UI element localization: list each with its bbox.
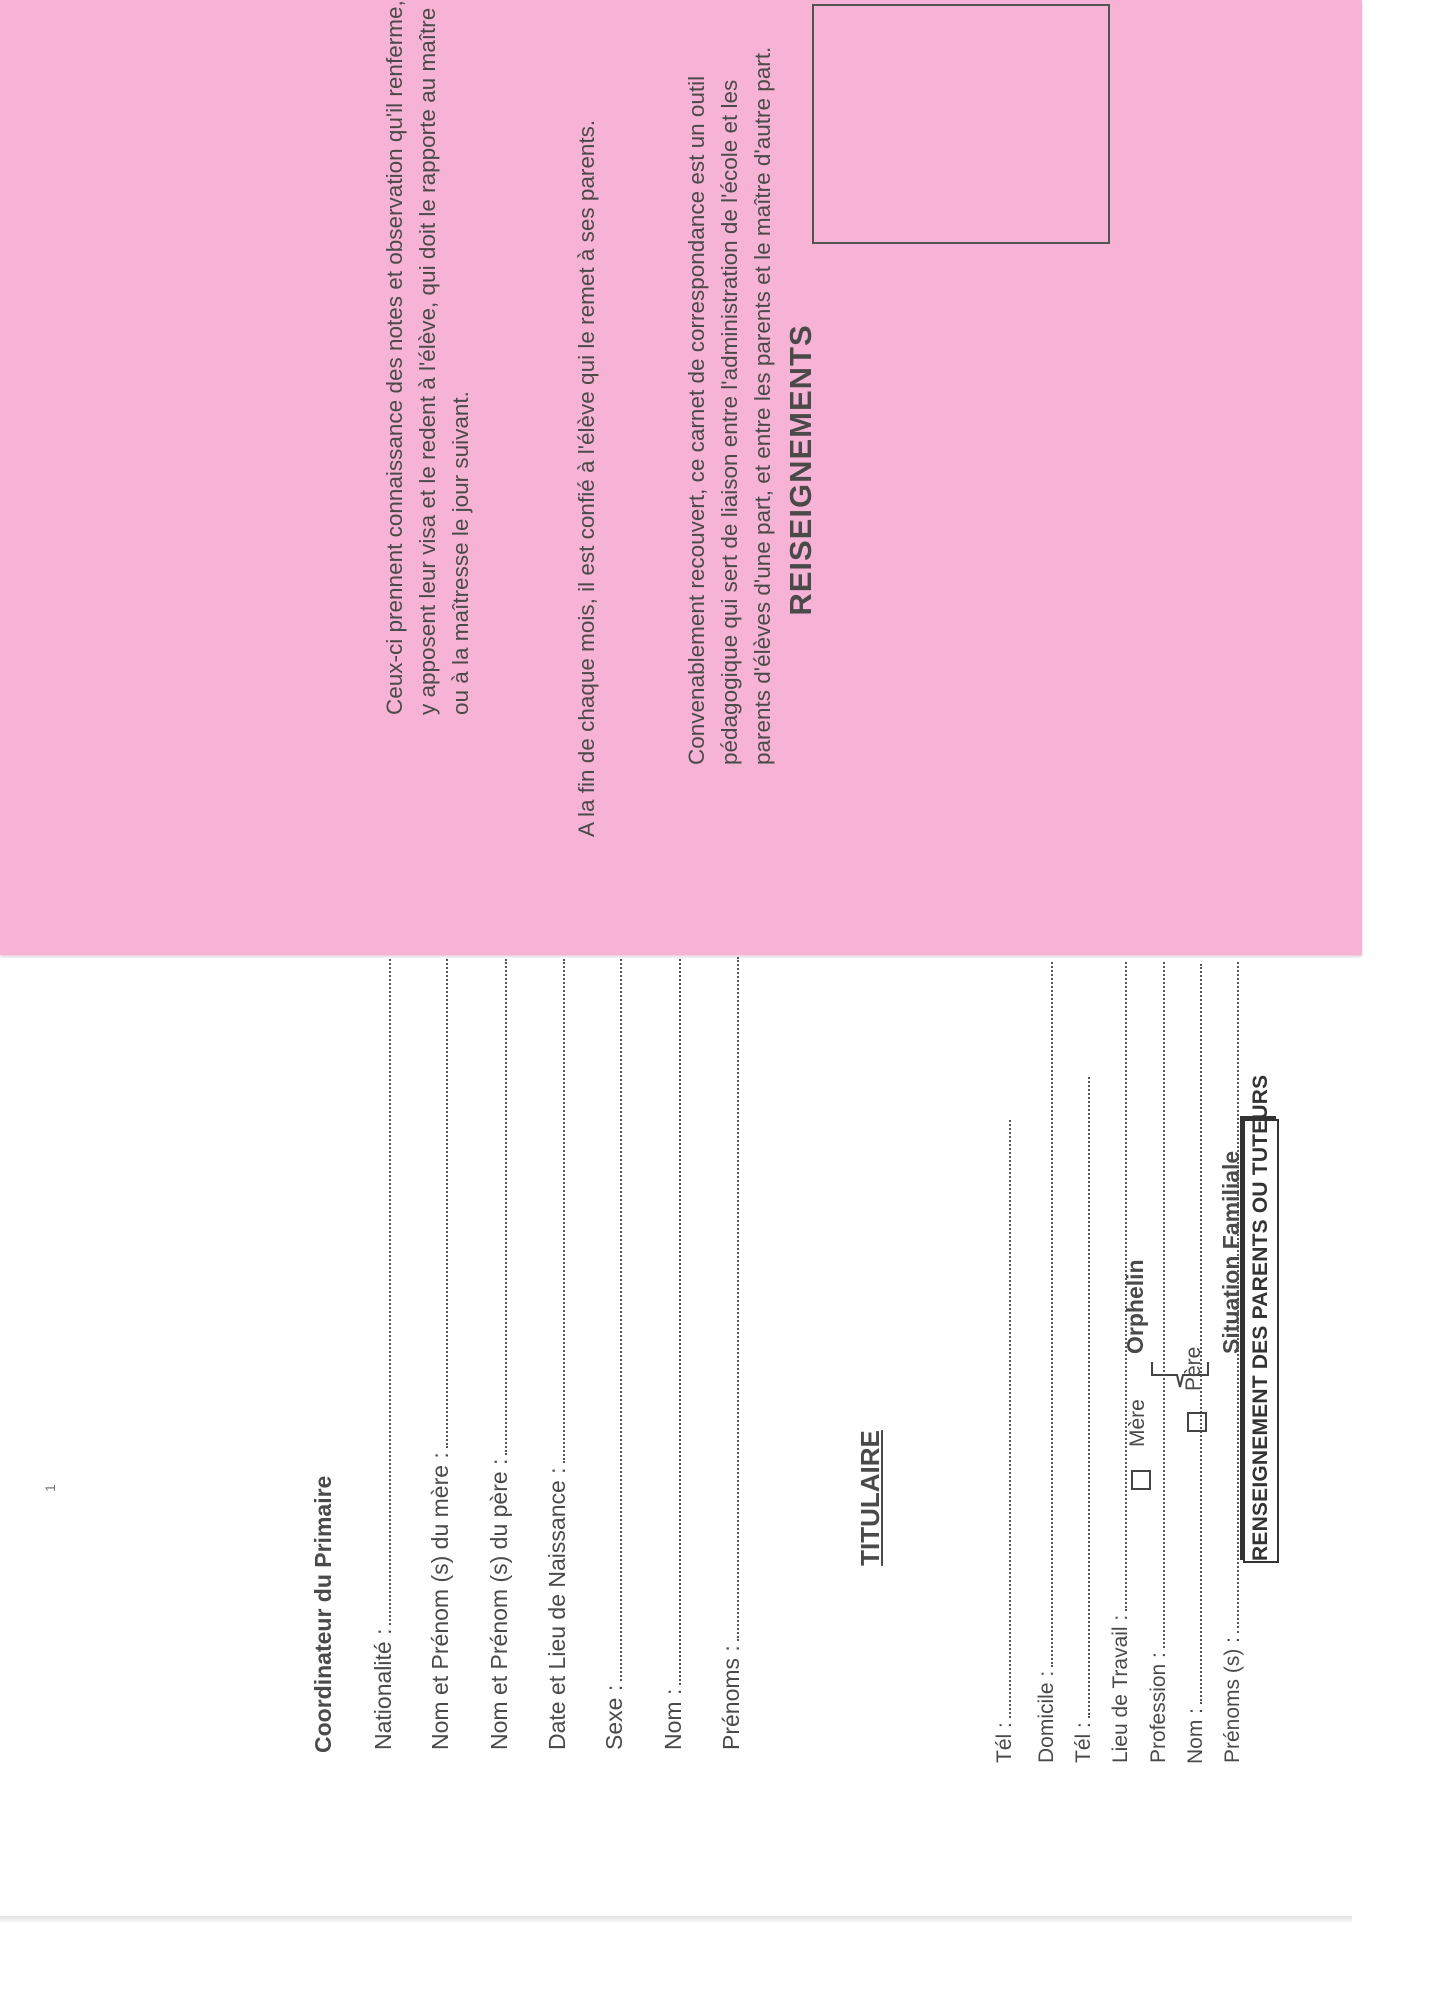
titulaire-mere-field[interactable] [427,959,454,1750]
field-dotted-line [1008,1120,1011,1718]
field-label: Domicile : [1035,1670,1058,1763]
orphan-label: Orphelin [1122,1259,1148,1354]
option-mere-label: Mère [1126,1399,1149,1447]
info-paragraph-1: Convenablement recouvert, ce carnet de correspondance est un outil pédagogique qui sert de liaison entre l'administration de l'école et les parents d'élèves d'une part, et entre les parents et le maître d'autre part. [684,46,775,765]
field-dotted-line [619,959,622,1681]
parent-lieu-travail-field[interactable] [1109,962,1133,1763]
field-dotted-line [562,959,565,1463]
form-page-content [0,958,1352,1920]
field-dotted-line [504,959,507,1455]
parent-domicile-field[interactable] [1035,962,1059,1763]
parent-tel-home-field[interactable] [993,1120,1017,1763]
field-label: Prénoms (s) : [1221,1636,1244,1763]
field-label: Sexe : [601,1684,627,1750]
field-dotted-line [445,959,448,1448]
field-dotted-line [1162,962,1165,1648]
field-label: Nom et Prénom (s) du mère : [427,1452,453,1750]
titulaire-prenoms-field[interactable] [718,957,745,1750]
info-paragraph-2: A la fin de chaque mois, il est confié à l'élève qui le remet à ses parents. [574,119,599,837]
info-page [0,0,1362,955]
field-label: Nom et Prénom (s) du père : [486,1458,512,1750]
field-label: Profession : [1147,1652,1170,1763]
photo-frame [812,4,1110,244]
info-paragraph-3: Ceux-ci prennent connaissance des notes et observation qu'il renferme, y apposent leur visa et le redent à l'élève, qui doit le rapporte au maître ou à la maîtresse le jour suivant. [382,0,473,715]
titulaire-nom-field[interactable] [660,959,687,1750]
field-dotted-line [736,957,739,1641]
titulaire-sexe-field[interactable] [601,959,628,1750]
titulaire-nationalite-field[interactable] [370,959,397,1750]
titulaire-pere-field[interactable] [486,959,513,1750]
field-label: Tél : [993,1722,1016,1763]
field-label: Nom : [660,1688,686,1750]
field-label: Lieu de Travail : [1109,1614,1132,1763]
info-title: REISEIGNEMENTS [783,324,818,616]
field-dotted-line [1050,962,1053,1667]
titulaire-title: TITULAIRE [855,1430,885,1566]
info-page-content [0,0,1362,955]
situation-title: Situation Familiale [1218,1150,1244,1354]
parent-tel-work-field[interactable] [1072,1077,1096,1763]
field-label: Nom : [1184,1707,1207,1764]
field-dotted-line [1199,964,1202,1704]
parent-prenoms-field[interactable] [1221,962,1245,1763]
page-number: 1 [42,1484,58,1492]
page-edge-shadow [0,1916,1352,1924]
field-label: Nationalité : [370,1628,396,1750]
parents-header: RENSEIGNEMENT DES PARENTS OU TUTEURS [1243,1119,1279,1563]
pere-checkbox[interactable] [1187,1412,1207,1432]
option-pere-label: Père [1182,1346,1205,1391]
form-page [0,958,1352,1920]
coordinator-label: Coordinateur du Primaire [310,1475,336,1753]
field-dotted-line [678,959,681,1685]
field-dotted-line [388,959,391,1625]
mere-checkbox[interactable] [1131,1470,1151,1490]
field-label: Date et Lieu de Naissance : [544,1467,570,1750]
field-label: Prénoms : [718,1645,744,1750]
field-dotted-line [1087,1077,1090,1718]
titulaire-naissance-field[interactable] [544,959,571,1750]
field-label: Tél : [1072,1722,1095,1763]
